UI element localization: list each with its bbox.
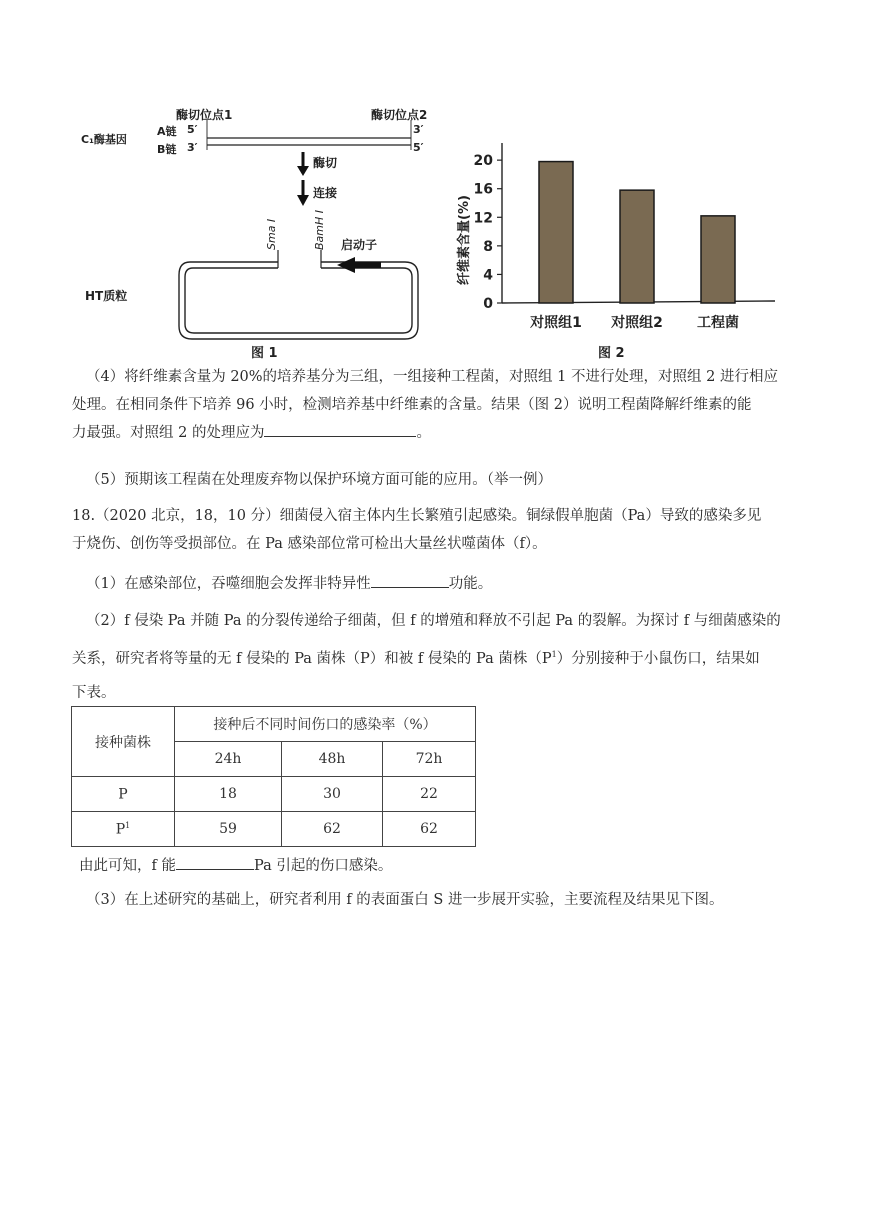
q4-line-2: 处理。在相同条件下培养 96 小时，检测培养基中纤维素的含量。结果（图 2）说明工程菌降解纤维素的能	[72, 397, 752, 413]
bam-site-label: BamH Ⅰ	[313, 209, 326, 250]
rate-cell: 62	[282, 812, 383, 847]
chain-b-3prime: 3′	[187, 141, 198, 154]
q4-answer-blank[interactable]	[264, 422, 416, 437]
strain-cell: $P^1$	[72, 812, 175, 847]
table-row	[72, 812, 476, 847]
conclusion	[79, 852, 819, 880]
conclusion-text-end: Pa 引起的伤口感染。	[253, 858, 393, 874]
x-category-label: 对照组2	[611, 315, 663, 331]
chain-a-label: A链	[157, 125, 177, 138]
s1-text: （1）在感染部位，吞噬细胞会发挥非特异性	[86, 576, 371, 592]
y-tick-label: 16	[473, 181, 493, 198]
conclusion-answer-blank[interactable]	[176, 855, 254, 870]
sma-site-label: Sma Ⅰ	[265, 218, 278, 250]
chain-b-label: B链	[157, 143, 177, 156]
plasmid-label: HT质粒	[85, 289, 128, 303]
chain-a-5prime: 5′	[187, 123, 198, 136]
y-tick-label: 12	[473, 210, 493, 227]
x-category-label: 工程菌	[697, 315, 739, 331]
cut-site-1-label: 酶切位点1	[176, 108, 233, 122]
chain-a-3prime: 3′	[413, 123, 424, 136]
promoter-label: 启动子	[341, 238, 378, 252]
q4-line-3	[72, 419, 812, 447]
q4-line-3-end: 。	[416, 425, 431, 441]
figure-1-diagram	[75, 100, 435, 362]
figure-1	[75, 100, 435, 362]
y-tick-label: 0	[483, 296, 493, 312]
figure-2-caption: 图 2	[598, 346, 625, 361]
cut-step-label: 酶切	[313, 156, 338, 170]
strain-cell: P	[72, 777, 175, 812]
question-4	[72, 363, 812, 447]
question-5: （5）预期该工程菌在处理废弃物以保护环境方面可能的应用。（举一例）	[86, 472, 552, 488]
header-time: 48h	[282, 742, 383, 777]
q18-line-2: 于烧伤、创伤等受损部位。在 Pa 感染部位常可检出大量丝状噬菌体（f）。	[72, 536, 547, 552]
question-18	[72, 502, 812, 558]
rate-cell: 22	[383, 777, 476, 812]
q4-line-1: （4）将纤维素含量为 20%的培养基分为三组，一组接种工程菌，对照组 1 不进行处理，对照组 2 进行相应	[86, 369, 778, 385]
cut-arrowhead	[297, 166, 309, 176]
infection-rate-table	[71, 706, 476, 847]
q18-line-1: 18.（2020 北京，18，10 分）细菌侵入宿主体内生长繁殖引起感染。铜绿假单胞菌（Pa）导致的感染多见	[72, 508, 762, 524]
s1-answer-blank[interactable]	[371, 573, 449, 588]
rate-cell: 18	[175, 777, 282, 812]
table-row	[72, 777, 476, 812]
header-strain: 接种菌株	[72, 707, 175, 777]
y-tick-label: 8	[483, 238, 493, 255]
gene-label: C₁酶基因	[81, 133, 127, 146]
subquestion-3: （3）在上述研究的基础上，研究者利用 f 的表面蛋白 S 进一步展开实验，主要流程及结果见下图。	[86, 892, 724, 908]
x-category-label: 对照组1	[530, 315, 582, 331]
rate-cell: 59	[175, 812, 282, 847]
plasmid-ring-inner	[185, 268, 412, 333]
y-tick-label: 20	[473, 153, 493, 170]
conclusion-text: 由此可知，f 能	[79, 858, 176, 874]
bar	[620, 190, 654, 303]
figure-2	[450, 135, 790, 365]
cut-site-2-label: 酶切位点2	[371, 108, 428, 122]
s2-line-2-b: ）分别接种于小鼠伤口，结果如	[556, 650, 760, 667]
promoter-bar	[351, 262, 381, 268]
promoter-arrow-icon	[337, 257, 355, 273]
q4-line-3-text: 力最强。对照组 2 的处理应为	[72, 425, 265, 441]
figure-1-caption: 图 1	[251, 346, 278, 361]
subquestion-2	[72, 604, 812, 710]
s2-line-2	[72, 638, 812, 676]
plasmid-ring-outer	[179, 262, 418, 339]
header-time: 24h	[175, 742, 282, 777]
y-tick-label: 4	[483, 267, 493, 284]
subquestion-1	[72, 570, 812, 598]
ligate-arrowhead	[297, 195, 309, 206]
y-axis-label: 纤维素含量(%)	[457, 195, 472, 285]
rate-cell: 62	[383, 812, 476, 847]
chain-b-5prime: 5′	[413, 141, 424, 154]
s2-line-1: （2）f 侵染 Pa 并随 Pa 的分裂传递给子细菌，但 f 的增殖和释放不引起 Pa 的裂解。为探讨 f 与细菌感染的	[86, 613, 781, 629]
bar	[701, 216, 735, 303]
s2-line-2-a: 关系，研究者将等量的无 f 侵染的 Pa 菌株（P）和被 f 侵染的 Pa 菌株（P	[72, 650, 552, 667]
s1-text-end: 功能。	[448, 576, 493, 592]
s2-superscript: 1	[551, 650, 557, 659]
header-infection-rate: 接种后不同时间伤口的感染率（%）	[175, 707, 476, 742]
header-time: 72h	[383, 742, 476, 777]
s2-line-3: 下表。	[72, 684, 116, 701]
ligate-step-label: 连接	[313, 186, 338, 200]
bar-chart	[450, 135, 790, 365]
rate-cell: 30	[282, 777, 383, 812]
bar	[539, 162, 573, 303]
